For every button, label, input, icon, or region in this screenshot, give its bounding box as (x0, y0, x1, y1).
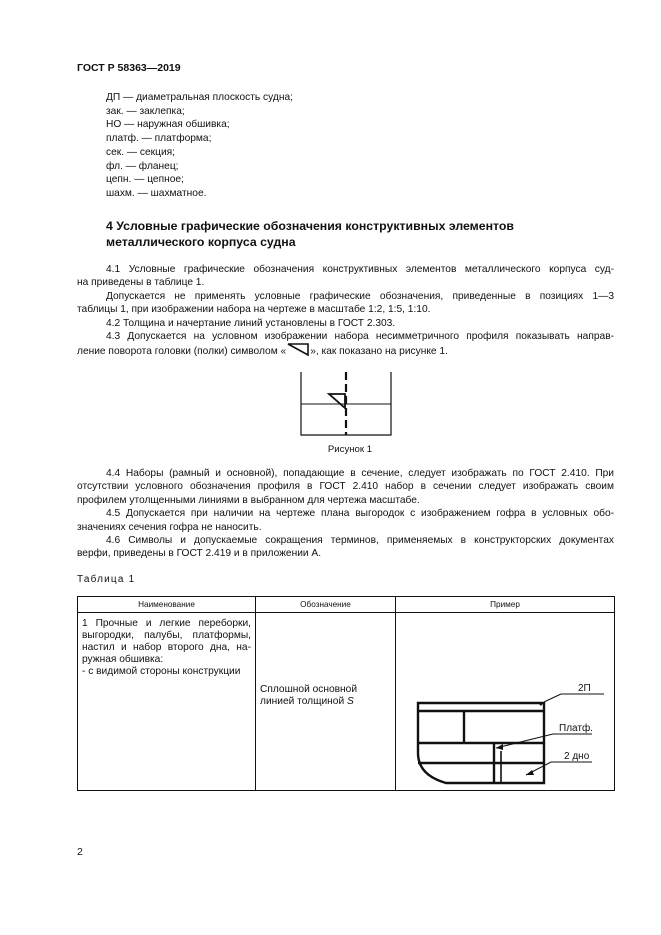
list-item: НО — наружная обшивка; (106, 119, 230, 131)
text-line: на приведены в таблице 1. (77, 277, 205, 289)
table-cell-designation (256, 613, 396, 791)
paragraph-4-1 (77, 263, 614, 359)
document-header: ГОСТ Р 58363—2019 (77, 62, 181, 74)
page-number: 2 (77, 846, 83, 858)
profile-direction-symbol-icon (286, 343, 310, 356)
figure-1-drawing (300, 372, 392, 436)
text-line: 1 Прочные и легкие переборки, (82, 618, 251, 629)
table-header-row (78, 597, 615, 613)
abbreviation-list (106, 91, 293, 201)
label-platform: Платф. (559, 723, 593, 734)
table-title: Таблица 1 (77, 574, 136, 585)
list-item: платф. — платформа; (106, 133, 212, 145)
designation-variable: S (346, 696, 354, 707)
text-line: профилем утолщенными линиями в выбранном для чертежа масштабе. (77, 494, 420, 506)
designation-text: Сплошной основной линией толщиной (260, 684, 358, 707)
text-line: ружная обшивка: (82, 654, 164, 665)
text-line: 4.6 Символы и допускаемые сокращения терминов, применяемых в конструкторских документах (106, 535, 614, 547)
text-line: выгородки, палубы, платформы, (82, 630, 251, 641)
label-double-bottom: 2 дно (564, 751, 590, 762)
table-cell-name (78, 613, 256, 791)
text-line: 4.2 Толщина и начертание линий установлены в ГОСТ 2.303. (106, 317, 396, 329)
text-line: верфи, приведены в ГОСТ 2.419 и в приложении А. (77, 548, 322, 560)
text-line: Допускается не применять условные графические обозначения, приведенные в позициях 1—3 (106, 290, 614, 302)
text-line: 4.1 Условные графические обозначения конструктивных элементов металлического корпуса суд- (106, 264, 614, 275)
section-heading (106, 218, 576, 250)
label-deck: 2П (578, 683, 591, 694)
table-1 (77, 596, 615, 791)
table-row (78, 613, 615, 791)
list-item: цепн. — цепное; (106, 174, 184, 186)
text-line: значениях сечения гофра не наносить. (77, 521, 262, 533)
list-item: зак. — заклепка; (106, 105, 185, 117)
column-header: Обозначение (256, 597, 396, 613)
section-heading-line: 4 Условные графические обозначения конструктивных элементов (106, 219, 514, 233)
text-line (77, 343, 614, 358)
table-cell-example (396, 613, 615, 791)
hull-section-example-drawing (396, 613, 614, 791)
list-item: шахм. — шахматное. (106, 187, 207, 199)
text-line: таблицы 1, при изображении набора на чертеже в масштабе 1:2, 1:5, 1:10. (77, 304, 431, 316)
text-fragment: », как показано на рисунке 1. (310, 346, 448, 358)
text-line: 4.3 Допускается на условном изображении набора несимметричного профиля показывать направ- (106, 331, 614, 343)
paragraph-4-4 (77, 467, 614, 561)
text-line: 4.5 Допускается при наличии на чертеже плана выгородок с изображением гофра в условных обо- (106, 508, 614, 520)
text-line: отсутствии условного обозначения профиля в ГОСТ 2.410 набор в сечении следует изображать своим (77, 481, 614, 493)
section-heading-line: металлического корпуса судна (106, 235, 296, 249)
figure-caption: Рисунок 1 (327, 444, 373, 455)
text-fragment: ление поворота головки (полки) символом « (77, 346, 287, 358)
text-line: 4.4 Наборы (рамный и основной), попадающие в сечение, следует изображать по ГОСТ 2.410. При (106, 468, 614, 479)
list-item: ДП — диаметральная плоскость судна; (106, 92, 293, 103)
list-item: сек. — секция; (106, 146, 175, 158)
list-item: фл. — фланец; (106, 160, 179, 172)
column-header: Пример (396, 597, 615, 613)
text-line: - с видимой стороны конструкции (82, 666, 241, 677)
text-line: настил и набор второго дна, на- (82, 642, 251, 653)
column-header: Наименование (78, 597, 256, 613)
